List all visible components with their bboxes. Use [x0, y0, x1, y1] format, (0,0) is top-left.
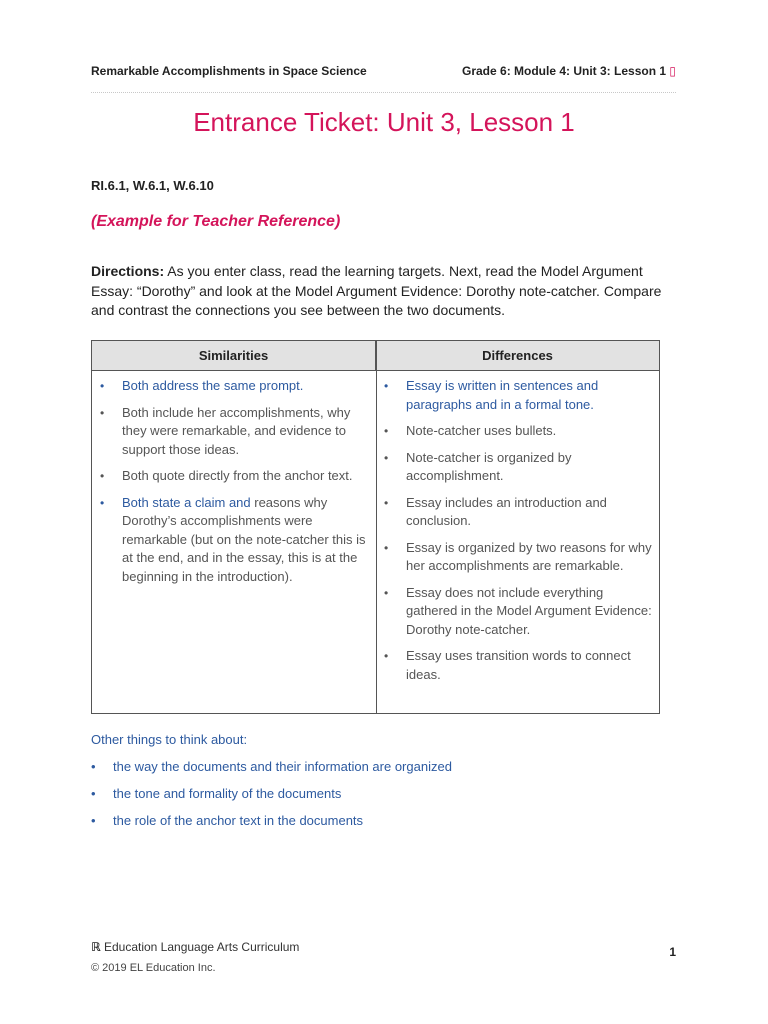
- footer-copyright: © 2019 EL Education Inc.: [91, 962, 216, 974]
- similarities-header: Similarities: [92, 341, 376, 371]
- example-note: (Example for Teacher Reference): [91, 213, 341, 230]
- bullet-icon: •: [100, 405, 105, 420]
- list-item-text: the way the documents and their information are organized: [113, 759, 452, 774]
- bullet-icon: •: [100, 379, 105, 393]
- el-logo-icon: ℝ: [91, 940, 101, 954]
- unit-title: Remarkable Accomplishments in Space Science: [91, 64, 367, 78]
- table-list-item: [382, 647, 654, 684]
- differences-list: [382, 377, 654, 684]
- column-divider: [376, 341, 377, 713]
- table-item-text: Note-catcher is organized by accomplishment.: [406, 449, 572, 483]
- list-item: [91, 758, 591, 776]
- table-item-text: Essay does not include everything gathered in the Model Argument Evidence: Dorothy note-catcher.: [406, 584, 652, 637]
- bullet-icon: •: [91, 786, 96, 801]
- directions-paragraph: [91, 262, 671, 321]
- page-header: [91, 64, 676, 80]
- footer-logo: [91, 940, 299, 954]
- table-item-text: Both state a claim and: [122, 494, 251, 510]
- comparison-table: [91, 340, 660, 714]
- table-item-text: Both quote directly from the anchor text.: [122, 468, 353, 483]
- directions-text: As you enter class, read the learning targets. Next, read the Model Argument Essay: “Dorothy” and look at the Model Argument Evidence: Dorothy note-catcher. Compare and contrast the connections you see between the two documents.: [91, 263, 662, 318]
- bullet-icon: •: [384, 379, 389, 393]
- table-item-text: Essay includes an introduction and conclusion.: [406, 494, 607, 528]
- table-list-item: [382, 422, 654, 441]
- bullet-icon: •: [384, 649, 389, 663]
- bullet-icon: •: [100, 469, 105, 483]
- footer-logo-text: Education Language Arts Curriculum: [103, 940, 300, 954]
- table-list-item: [382, 494, 654, 531]
- table-list-item: [98, 404, 370, 460]
- list-item: [91, 812, 591, 830]
- differences-header: Differences: [376, 341, 659, 371]
- bullet-icon: •: [91, 759, 96, 774]
- standards-codes: RI.6.1, W.6.1, W.6.10: [91, 178, 214, 193]
- table-item-text: Essay uses transition words to connect ideas.: [406, 648, 631, 682]
- similarities-list: [98, 377, 370, 586]
- table-list-item: [98, 494, 370, 587]
- bullet-icon: •: [100, 495, 105, 510]
- page-number: 1: [669, 945, 676, 959]
- differences-cell: [382, 377, 654, 692]
- table-item-text: reasons why Dorothy’s accomplishments were remarkable (but on the note-catcher this is at the end, and in the essay, this is at the beginning in the introduction).: [122, 494, 366, 584]
- table-list-item: [98, 467, 370, 486]
- table-list-item: [382, 539, 654, 576]
- table-list-item: [382, 584, 654, 640]
- bullet-icon: •: [384, 495, 389, 510]
- table-list-item: [382, 449, 654, 486]
- bullet-icon: •: [384, 540, 389, 555]
- similarities-cell: [98, 377, 370, 594]
- table-item-text: Both include her accomplishments, why they were remarkable, and evidence to support those ideas.: [122, 404, 351, 457]
- page-title: Entrance Ticket: Unit 3, Lesson 1: [193, 107, 575, 137]
- table-item-text: Essay is organized by two reasons for why her accomplishments are remarkable.: [406, 539, 652, 573]
- bullet-icon: •: [384, 585, 389, 600]
- list-item: [91, 785, 591, 803]
- other-things-list: [91, 758, 591, 839]
- directions-label: Directions:: [91, 263, 165, 279]
- table-item-text: Note-catcher uses bullets.: [406, 423, 557, 438]
- list-item-text: the role of the anchor text in the documents: [113, 813, 364, 828]
- list-item-text: the tone and formality of the documents: [113, 786, 342, 801]
- other-things-title: Other things to think about:: [91, 732, 248, 747]
- table-list-item: [382, 377, 654, 414]
- lesson-label: [462, 64, 676, 78]
- placeholder-glyph-icon: ▯: [669, 64, 676, 78]
- table-list-item: [98, 377, 370, 396]
- table-item-text: Both address the same prompt.: [122, 378, 304, 393]
- table-item-text: Essay is written in sentences and paragraphs and in a formal tone.: [406, 378, 599, 412]
- bullet-icon: •: [91, 813, 96, 828]
- header-divider: [91, 92, 676, 93]
- bullet-icon: •: [384, 450, 389, 465]
- bullet-icon: •: [384, 424, 389, 438]
- lesson-label-text: Grade 6: Module 4: Unit 3: Lesson 1: [462, 64, 667, 78]
